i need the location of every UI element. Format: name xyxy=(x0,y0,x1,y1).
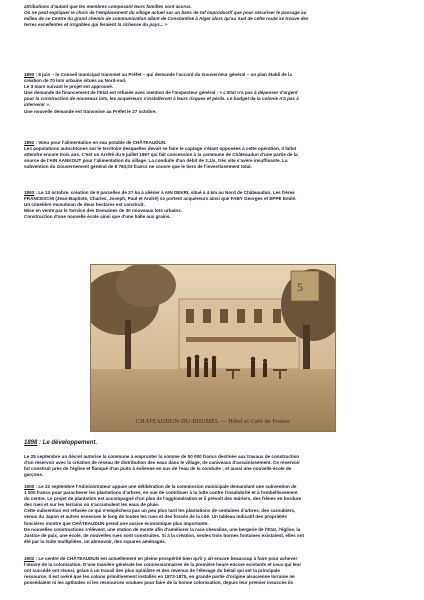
section-1900-line: Cette subvention est refusée ce qui n'empêchera pas un peu plus tard les plantations de centaines d'arbres, des caroubiers, xyxy=(24,508,296,514)
section-1898-paragraph xyxy=(24,454,404,478)
svg-text:5: 5 xyxy=(297,280,303,294)
section-1902-line: possédaient ni les aptitudes ni les ressources voulues pour faire de la bonne colonisation, depuis leur premier insuccès ils xyxy=(24,580,294,586)
section-1898-line: d'un réservoir avec la création de réseau de distribution des eaux dans le village, de caniveaux d'assainissement. Ce réservoir xyxy=(24,460,300,466)
section-1900-line: : Le 22 septembre l'Administrateur appuie une délibération de la commission municipale demandant une subvention de xyxy=(34,484,297,489)
section-1900-line: foncières montre que CHÂTEAUDUN prend une assise économique plus importante. xyxy=(24,520,209,526)
postcard-photo xyxy=(90,264,336,432)
section-1890-line: : 8 juin – le Conseil municipal transmet au Préfet – qui demande l'accord du Gouverneur général – un plan établi de la xyxy=(34,72,292,77)
section-title-developpement: : Le développement. xyxy=(37,440,98,446)
intro-line: milieu de ce Centre du grand chemin de communication allant de Constantine à Alger alors qu'au Sud de cette route se trouve des xyxy=(24,16,309,22)
section-1893-line: Construction d'une nouvelle école ainsi que d'une halle aux grains. xyxy=(24,214,171,220)
section-1890 xyxy=(24,72,404,115)
section-1902-line: ressource. Il est avéré que les colons primitivement installés en 1873-1875, en grande partie d'origine alsacienne lorraine ne xyxy=(24,574,295,580)
section-1892-line: Les populations autochtones sur le territoire desquelles devait se faire le captage s'étant opposées à cette opération, il fallut xyxy=(24,146,297,152)
inspector-quote: intervenir ». xyxy=(24,102,51,108)
section-1900-line: venus du Japon et autres essences le long de toutes les rues et des fossés de la cité. Un tableau indicatif des propriétés xyxy=(24,514,287,520)
stamp-mark xyxy=(291,271,319,301)
section-1898-line: fut construit près de l'église et flanqué d'un puits à éolienne en sus de l'eau de la conduite ; et aussi une nouvelle école de xyxy=(24,466,292,472)
inspector-quote: « L'Etat n'a pas à dépenser d'argent xyxy=(219,90,298,96)
section-1890-line: Une demande de financement de l'Etat est refusée avec mention de l'Inspecteur général : xyxy=(24,90,220,96)
section-1892-line: subvention du Gouvernement général de 8 763,03 francs ne couvre que le tiers de l'investissement total. xyxy=(24,164,252,170)
intro-line: terres excellentes et irrigables qui feraient la richesse du pays... » xyxy=(24,22,168,28)
section-1892-line: attendre encore trois ans. C'est un Arrêté du 9 juillet 1897 qui fait concession à la commune de Châteaudun d'une partie de la xyxy=(24,152,298,158)
year-1900: 1900 xyxy=(24,484,35,489)
section-1900-line: 1 000 francs pour parachever les plantations d'arbres, en vue de contribuer à la lutte contre l'insalubrité et à l'embellissement xyxy=(24,490,298,496)
section-1892-line: : Voeu pour l'alimentation en eau potable de CHÂTEAUDUN. xyxy=(34,140,167,145)
section-1893-line: Un cimetière musulman de deux hectares est construit. xyxy=(24,202,145,208)
year-1890: 1890 xyxy=(24,72,35,77)
section-1890-line: Une nouvelle demande est transmise au Préfet le 27 octobre. xyxy=(24,108,157,114)
intro-paragraph xyxy=(24,4,404,28)
section-1890-line: Le 3 mars suivant le projet est approuvé. xyxy=(24,84,114,90)
section-1893-line: FRANCESCHI (Jean-Baptiste, Charles, Joseph, Paul et André) se portent acquéreurs ainsi que FABY Georges et EPPE Emile. xyxy=(24,196,297,202)
section-1900 xyxy=(24,484,404,545)
section-1900-line: du centre. Le projet de plantation est accompagné d'un plan de l'agglomération et il prévoit des mûriers, des frênes en bordure xyxy=(24,496,302,502)
section-1890-line: création de 70 lots urbains situés au Nord-sud. xyxy=(24,78,127,84)
intro-line: On ne peut expliquer le choix de l'emplacement du village actuel sur un banc de tuf improductif que pour sécuriser le passage au xyxy=(24,10,307,16)
section-1898-line: garçons. xyxy=(24,472,44,478)
year-1892: 1892 xyxy=(24,140,35,145)
section-1900-line: De nouvelles constructions s'élèvent, une station de monte afin d'améliorer la race chevaline, une bergerie de l'Etat, l'église, la xyxy=(24,526,301,532)
postcard-caption: CHATEAUDUN-DU-RHUMEL — Hôtel et Café de France xyxy=(136,419,290,425)
section-1900-line: été par la suite multipliées, un abreuvoir, des squares aménagés. xyxy=(24,538,166,544)
year-1893: 1893 xyxy=(24,190,35,195)
postcard-illustration xyxy=(91,265,335,431)
section-1902-line: l'œuvre de la colonisation. D'une manière générale les concessionnaires de la première heure encore existants et ceux qui leur xyxy=(24,562,302,568)
section-1892 xyxy=(24,140,404,170)
section-1902 xyxy=(24,556,404,586)
section-1893 xyxy=(24,190,404,220)
section-1893-line: Mise en vente par le Service des Domaines de 30 nouveaux lots urbains. xyxy=(24,208,183,214)
section-1898-heading xyxy=(24,440,404,446)
section-1892-line: source de l'AIN AANKOUT pour l'alimentation du village. La conduite d'un débit de 2,1/s, très vite s'avère insuffisante. La xyxy=(24,158,288,164)
section-1893-line: : Le 13 octobre, création de 6 parcelles de 27 ha à aliéner à AIN DEKRI, situé à 4 km au Nord de Châteaudun. Les frères xyxy=(34,190,295,195)
section-1900-line: Justice de paix, une école, de nouvelles rues sont construites. Si à la création, seules trois bornes fontaines existaient, elles ont xyxy=(24,532,305,538)
intro-line: attributions d'autant que les membres composant leurs familles sont accrus. xyxy=(24,4,192,9)
section-1900-line: des rues et sur les terrains où s'accumulent les eaux de pluie. xyxy=(24,502,160,508)
section-1902-line: ont succédé ont réussi, grâce à un travail des plus opiniâtre et des revenus de l'élevage du bétail qui est la principale xyxy=(24,568,280,574)
year-1898: 1898 xyxy=(24,440,38,446)
section-1898-line: Le 25 septembre un décret autorise la commune à emprunter la somme de 50 000 francs destinée aux travaux de construction xyxy=(24,454,300,459)
year-1902: 1902 xyxy=(24,556,35,561)
section-1902-line: : Le centre de CHÂTEAUDUN est actuellement en pleine prospérité bien qu'il y ait encore beaucoup à faire pour achever xyxy=(34,556,298,561)
inspector-quote: pour la construction de nouveaux lots, les acquéreurs s'installeront à leurs risques et périls. Le budget de la colonie n'a pas à xyxy=(24,96,299,102)
